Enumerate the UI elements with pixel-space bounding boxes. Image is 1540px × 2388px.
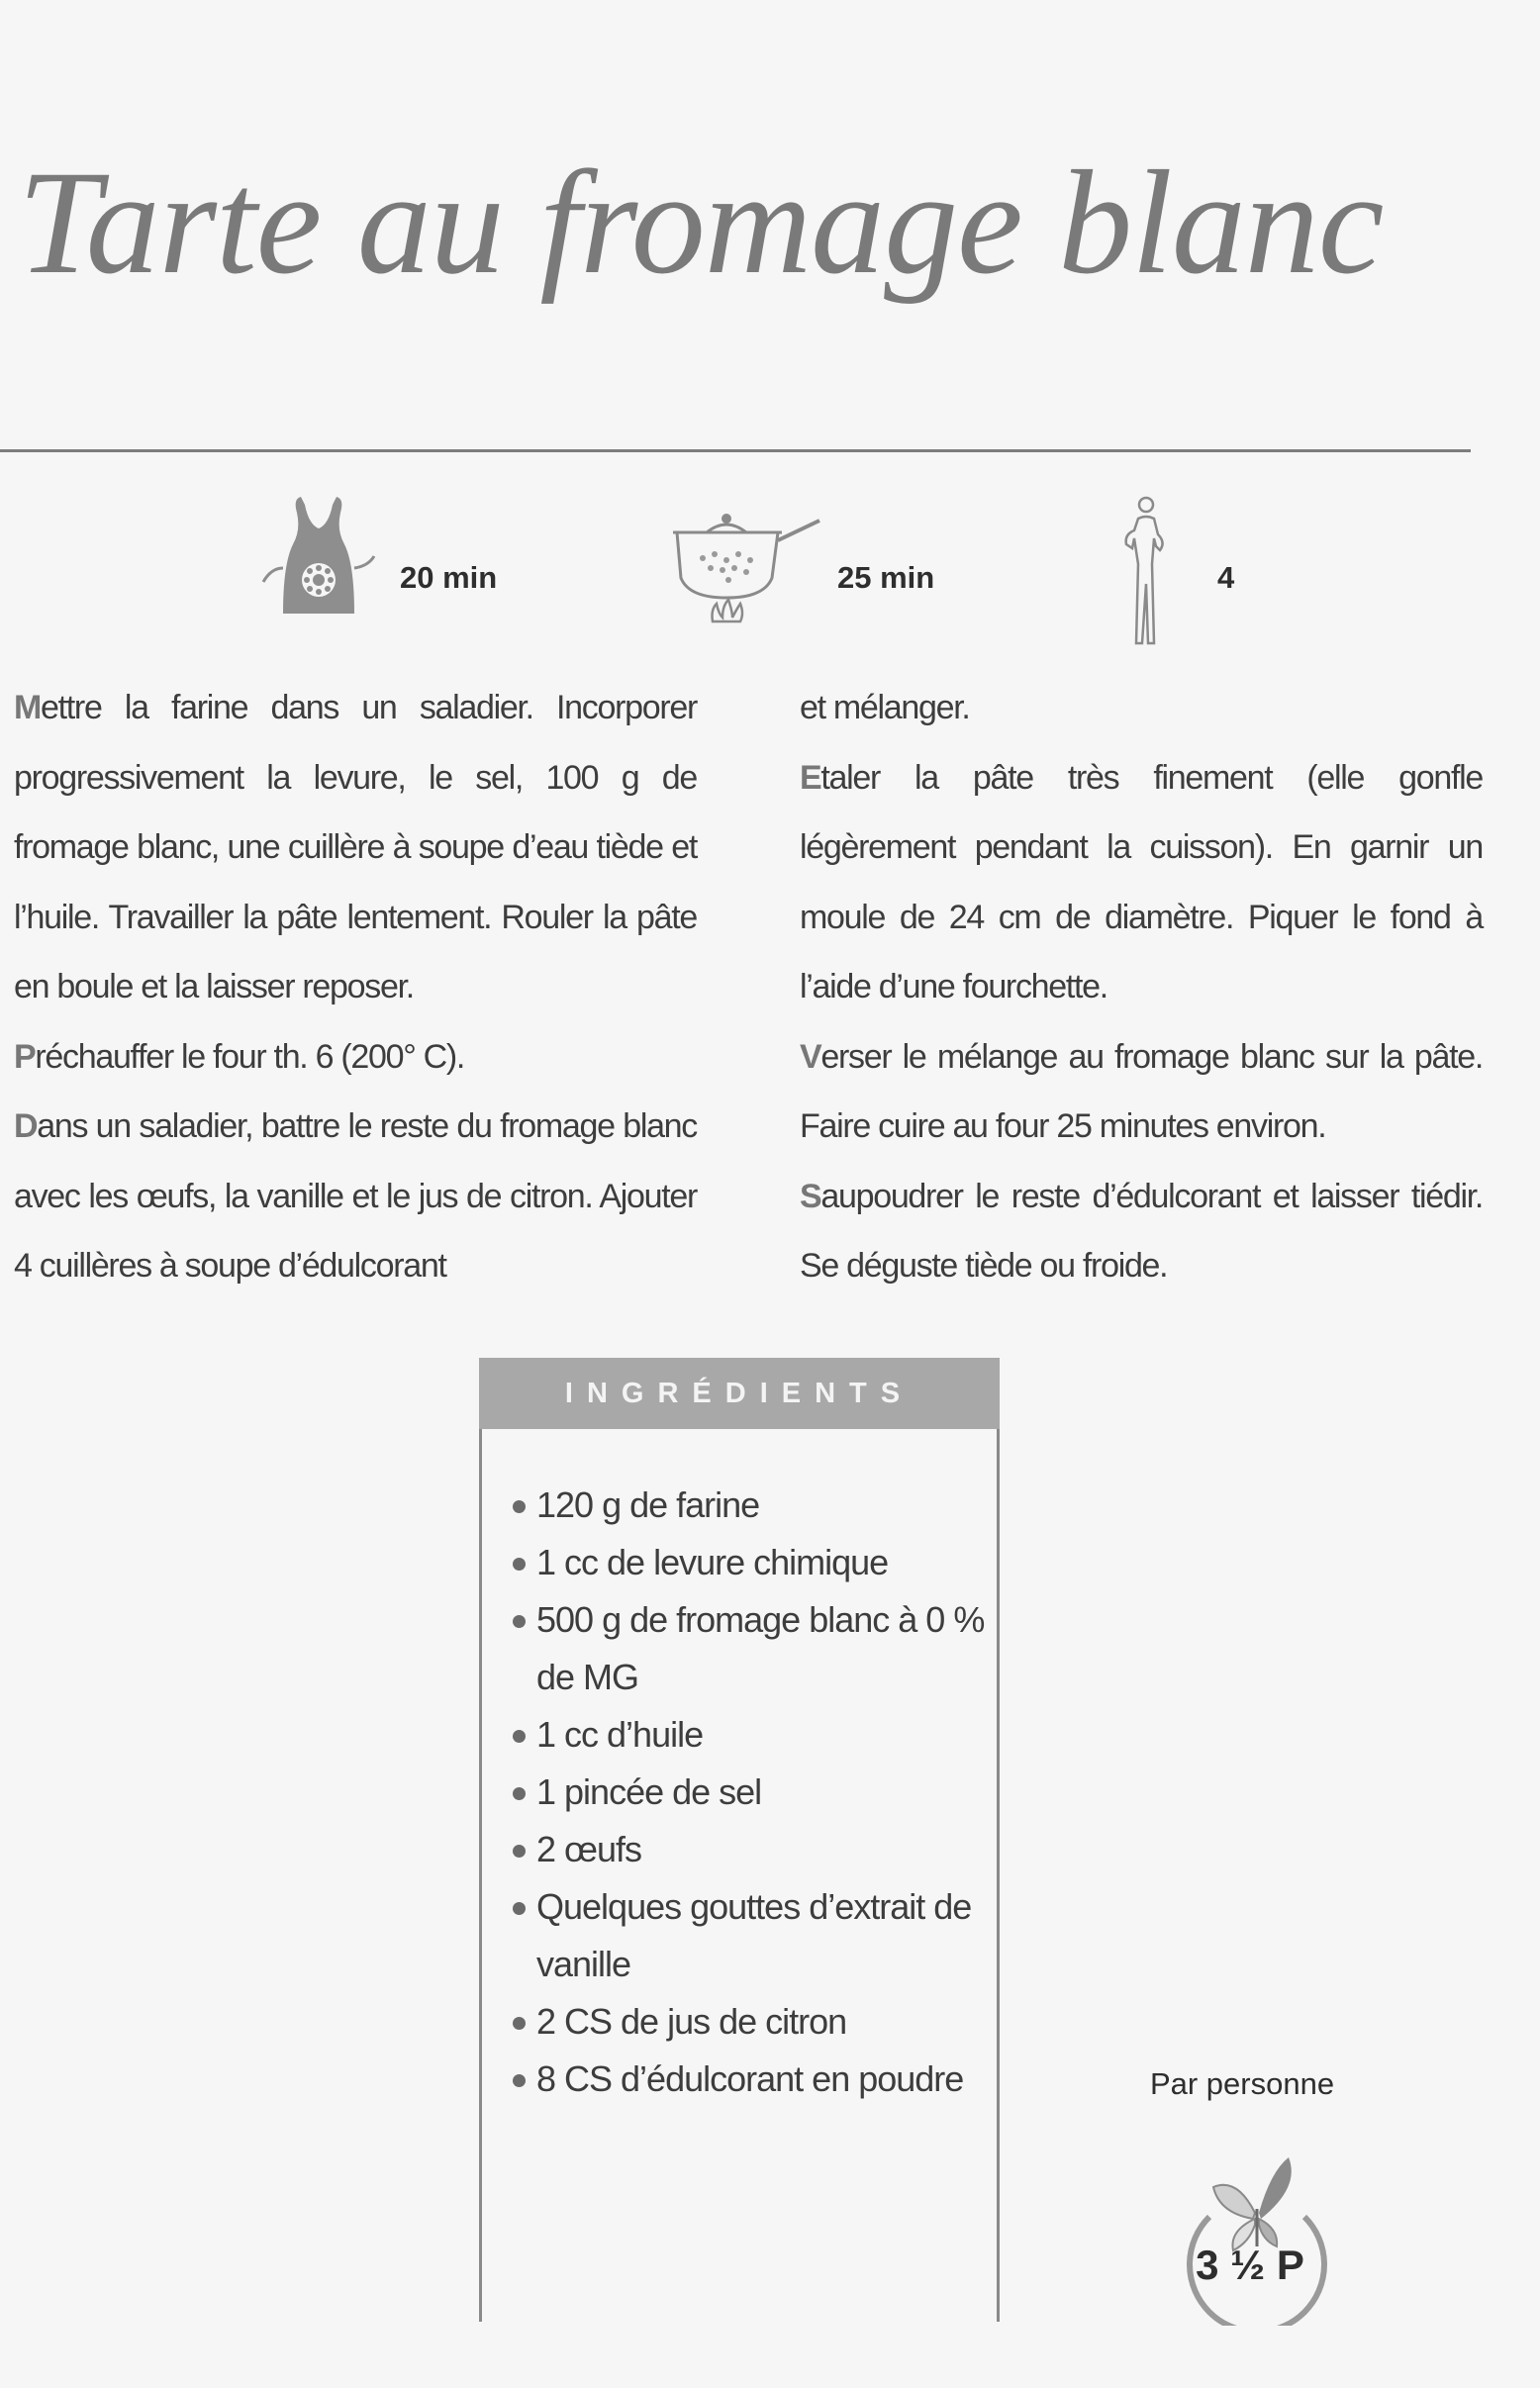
points-value: 3 ½ P <box>1196 2242 1304 2288</box>
box-border-right <box>997 1429 1000 2322</box>
servings <box>1108 495 1267 653</box>
ingredients-list <box>511 1477 986 2108</box>
recipe-title: Tarte au fromage blanc <box>18 141 1384 305</box>
drop-letter: E <box>800 758 821 797</box>
instruction-paragraph: et mélanger. <box>800 689 970 726</box>
instruction-paragraph: Mettre la farine dans un saladier. Incorporer progressivement la levure, le sel, 100 g de fromage blanc, une cuillère à soupe d’eau tiède et l’huile. Travailler la pâte lentement. Rouler la pâte en boule et la laisser reposer. <box>14 689 697 1005</box>
ingredient-item: 1 pincée de sel <box>511 1764 986 1821</box>
instructions-left-column <box>14 673 697 1301</box>
instruction-paragraph: Dans un saladier, battre le reste du fromage blanc avec les œufs, la vanille et le jus de citron. Ajouter 4 cuillères à soupe d’édulcorant <box>14 1107 697 1285</box>
drop-letter: P <box>14 1037 36 1076</box>
ingredient-item: 2 CS de jus de citron <box>511 1993 986 2051</box>
drop-letter: V <box>800 1037 821 1076</box>
instruction-paragraph: Verser le mélange au fromage blanc sur la pâte. Faire cuire au four 25 minutes environ. <box>800 1037 1483 1145</box>
ingredient-item: 8 CS d’édulcorant en poudre <box>511 2051 986 2108</box>
instruction-paragraph: Saupoudrer le reste d’édulcorant et laisser tiédir. Se déguste tiède ou froide. <box>800 1177 1483 1285</box>
cook-time <box>667 495 984 653</box>
drop-letter: S <box>800 1177 821 1215</box>
servings-value: 4 <box>1217 560 1235 595</box>
ingredient-item: 2 œufs <box>511 1821 986 1878</box>
title-divider <box>0 449 1471 452</box>
ingredient-item: 1 cc de levure chimique <box>511 1534 986 1591</box>
drop-letter: M <box>14 689 42 726</box>
instructions-right-column <box>800 673 1483 1301</box>
ingredient-item: Quelques gouttes d’extrait de vanille <box>511 1878 986 1993</box>
ingredients-title: INGRÉDIENTS <box>564 1378 914 1409</box>
instruction-paragraph: Etaler la pâte très finement (elle gonfle légèrement pendant la cuisson). En garnir un moule de 24 cm de diamètre. Piquer le fond à l’aide d’une fourchette. <box>800 758 1483 1005</box>
apron-icon <box>259 495 378 628</box>
butterfly-icon <box>1213 2157 1292 2250</box>
points-label: Par personne <box>1149 2066 1335 2101</box>
instruction-paragraph: Préchauffer le four th. 6 (200° C). <box>14 1037 465 1076</box>
ingredients-box <box>479 1358 1000 2322</box>
cook-time-value: 25 min <box>837 560 935 595</box>
ingredient-item: 1 cc d’huile <box>511 1706 986 1764</box>
person-icon <box>1108 495 1178 653</box>
drop-letter: D <box>14 1107 38 1145</box>
prep-time-value: 20 min <box>400 560 498 595</box>
ingredient-item: 500 g de fromage blanc à 0 % de MG <box>511 1591 986 1706</box>
box-border-left <box>479 1429 482 2322</box>
cooking-pot-icon <box>667 495 825 638</box>
ingredient-item: 120 g de farine <box>511 1477 986 1534</box>
points-badge <box>1158 2148 1356 2326</box>
prep-time <box>259 495 556 653</box>
